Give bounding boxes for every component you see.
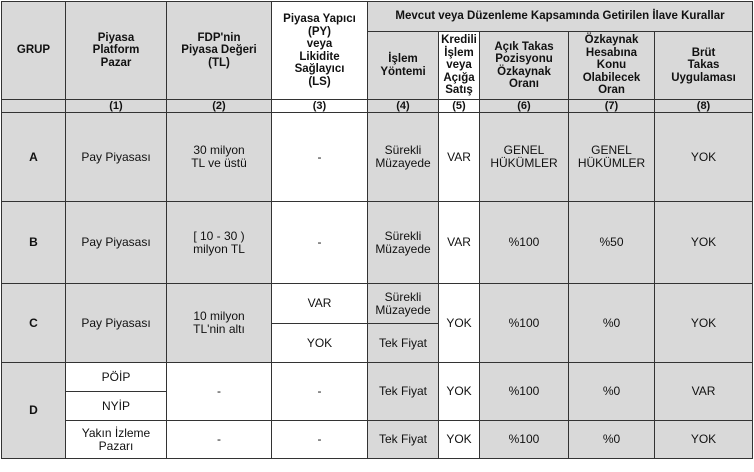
a-acik-takas: GENEL HÜKÜMLER: [480, 113, 569, 202]
d-kredili-ab: YOK: [439, 363, 480, 421]
a-kredili: VAR: [439, 113, 480, 202]
header-piyasa-yapici: Piyasa Yapıcı (PY) veya Likidite Sağlayıcı (LS): [272, 2, 368, 100]
d-acik-takas-ab: %100: [480, 363, 569, 421]
grup-a: A: [2, 113, 66, 202]
number-8: (8): [655, 100, 753, 113]
a-ozkaynak: GENEL HÜKÜMLER: [569, 113, 655, 202]
c-ozkaynak: %0: [569, 284, 655, 363]
grup-b: B: [2, 202, 66, 284]
header-piyasa: Piyasa Platform Pazar: [66, 2, 167, 100]
c-brut: YOK: [655, 284, 753, 363]
b-kredili: VAR: [439, 202, 480, 284]
d-islem-c: Tek Fiyat: [368, 421, 439, 459]
a-fdp: 30 milyon TL ve üstü: [167, 113, 272, 202]
c-islem-tek-fiyat: Tek Fiyat: [368, 324, 439, 363]
grup-d: D: [2, 363, 66, 459]
number-1: (1): [66, 100, 167, 113]
header-kredili-islem: Kredili İşlem veya Açığa Satış: [439, 32, 480, 100]
grup-c: C: [2, 284, 66, 363]
b-py: -: [272, 202, 368, 284]
d-ozkaynak-c: %0: [569, 421, 655, 459]
number-6: (6): [480, 100, 569, 113]
a-py: -: [272, 113, 368, 202]
c-py-var: VAR: [272, 284, 368, 324]
b-fdp: [ 10 - 30 ) milyon TL: [167, 202, 272, 284]
b-piyasa: Pay Piyasası: [66, 202, 167, 284]
b-brut: YOK: [655, 202, 753, 284]
c-islem-surekli: Sürekli Müzayede: [368, 284, 439, 324]
d-py-ab: -: [272, 363, 368, 421]
c-piyasa: Pay Piyasası: [66, 284, 167, 363]
b-islem: Sürekli Müzayede: [368, 202, 439, 284]
number-5: (5): [439, 100, 480, 113]
b-ozkaynak: %50: [569, 202, 655, 284]
number-7: (7): [569, 100, 655, 113]
d-islem-ab: Tek Fiyat: [368, 363, 439, 421]
d-yakin-izleme: Yakın İzleme Pazarı: [66, 421, 167, 459]
header-ozkaynak: Özkaynak Hesabına Konu Olabilecek Oran: [569, 32, 655, 100]
c-fdp: 10 milyon TL'nin altı: [167, 284, 272, 363]
header-grup: GRUP: [2, 2, 66, 100]
header-group-title: Mevcut veya Düzenleme Kapsamında Getirilen İlave Kurallar: [368, 2, 753, 32]
d-poip: PÖİP: [66, 363, 167, 392]
header-fdp: FDP'nin Piyasa Değeri (TL): [167, 2, 272, 100]
header-brut-takas: Brüt Takas Uygulaması: [655, 32, 753, 100]
d-py-c: -: [272, 421, 368, 459]
d-nyip: NYİP: [66, 392, 167, 421]
a-islem: Sürekli Müzayede: [368, 113, 439, 202]
d-brut-ab: VAR: [655, 363, 753, 421]
number-3: (3): [272, 100, 368, 113]
d-fdp-c: -: [167, 421, 272, 459]
number-2: (2): [167, 100, 272, 113]
a-piyasa: Pay Piyasası: [66, 113, 167, 202]
c-kredili: YOK: [439, 284, 480, 363]
d-ozkaynak-ab: %0: [569, 363, 655, 421]
b-acik-takas: %100: [480, 202, 569, 284]
d-acik-takas-c: %100: [480, 421, 569, 459]
rules-table: [1, 1, 753, 459]
a-brut: YOK: [655, 113, 753, 202]
d-brut-c: YOK: [655, 421, 753, 459]
number-4: (4): [368, 100, 439, 113]
number-empty: [2, 100, 66, 113]
d-kredili-c: YOK: [439, 421, 480, 459]
header-acik-takas: Açık Takas Pozisyonu Özkaynak Oranı: [480, 32, 569, 100]
d-fdp-ab: -: [167, 363, 272, 421]
c-acik-takas: %100: [480, 284, 569, 363]
header-islem-yontemi: İşlem Yöntemi: [368, 32, 439, 100]
c-py-yok: YOK: [272, 324, 368, 363]
